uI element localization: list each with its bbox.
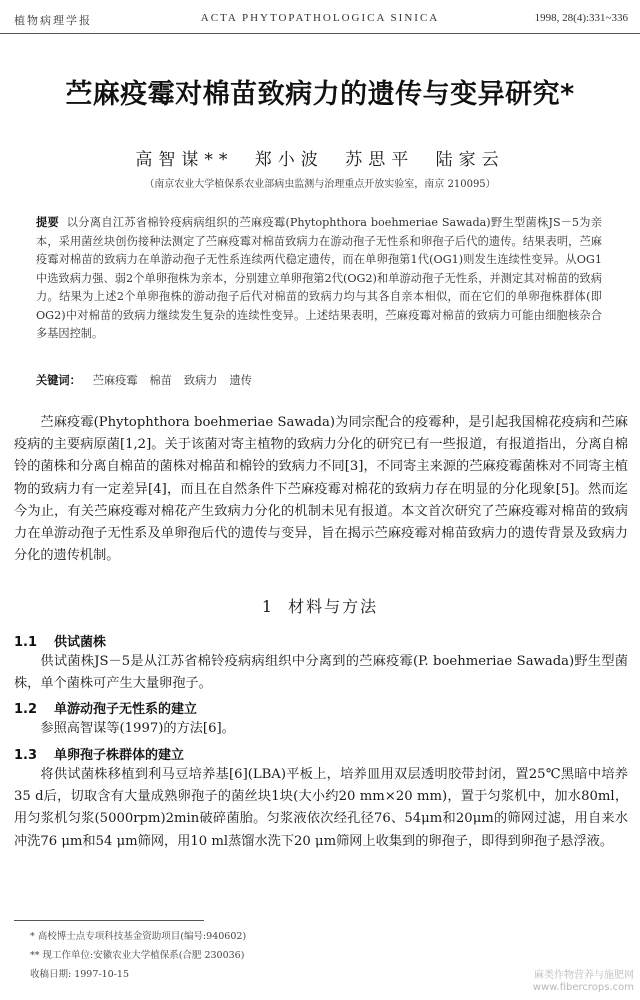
abstract-label: 提要 — [36, 216, 60, 229]
subsection-title: 单游动孢子无性系的建立 — [54, 702, 198, 717]
watermark-line: 麻类作物营养与施肥网 — [534, 970, 634, 981]
subsection-heading — [14, 744, 184, 763]
subsection-number: 1.3 — [14, 748, 38, 763]
subsection-number: 1.1 — [14, 635, 38, 650]
abstract — [36, 214, 602, 344]
keyword: 致病力 — [183, 374, 218, 387]
watermark-line: www.fibercrops.com — [532, 982, 634, 993]
keyword: 棉苗 — [149, 374, 172, 387]
keyword: 苎麻疫霉 — [92, 374, 138, 387]
subsection-title: 供试菌株 — [54, 635, 107, 650]
journal-name-en: ACTA PHYTOPATHOLOGICA SINICA — [200, 12, 440, 24]
affiliation: （南京农业大学植保系农业部病虫监测与治理重点开放实验室，南京 210095） — [144, 179, 496, 190]
footnote: ** 现工作单位:安徽农业大学植保系(合肥 230036) — [30, 950, 245, 961]
journal-name-cn: 植物病理学报 — [14, 14, 92, 27]
section-number: 1 — [261, 597, 275, 616]
subsection-heading — [14, 631, 106, 650]
header-rule — [0, 33, 640, 34]
keyword: 遗传 — [229, 374, 252, 387]
subsection-number: 1.2 — [14, 702, 38, 717]
keywords-label: 关键词： — [36, 374, 81, 387]
footnote: 收稿日期: 1997-10-15 — [30, 969, 129, 980]
section-title: 材料与方法 — [288, 597, 379, 616]
subsection-paragraph: 将供试菌株移植到利马豆培养基[6](LBA)平板上，培养皿用双层透明胶带封闭，置25℃黑暗中培养35 d后，切取含有大量成熟卵孢子的菌丝块1块(大小约20 mm×20 mm)，置于匀浆机中，加水80ml，用匀浆机匀浆(5000rpm)2min破碎菌胎。匀浆液依次经孔径76、54μm和20μm的筛网过滤，用自来水冲洗76 μm和54 μm筛网，用10 ml蒸馏水洗下20 μm筛网上收集到的卵孢子，即得到卵孢子悬浮液。 — [14, 767, 628, 849]
subsection-paragraph: 供试菌株JS－5是从江苏省棉铃疫病病组织中分离到的苎麻疫霉(P. boehmeriae Sawada)野生型菌株，单个菌株可产生大量卵孢子。 — [14, 654, 628, 692]
footnote: * 高校博士点专项科技基金资助项目(编号:940602) — [30, 931, 247, 942]
citation: 1998, 28(4):331~336 — [534, 12, 628, 24]
footnote-rule — [14, 920, 204, 921]
intro-paragraph: 苎麻疫霉(Phytophthora boehmeriae Sawada)为同宗配合的疫霉种，是引起我国棉花疫病和苎麻疫病的主要病原菌[1,2]。关于该菌对寄主植物的致病力分化的研究已有一些报道，有报道指出，分离自棉铃的菌株和分离自棉苗的菌株对棉苗和棉铃的致病力不同[3]，不同寄主来源的苎麻疫霉菌株对不同寄主植物的致病力有一定差异[4]，而且在自然条件下苎麻疫霉对棉花的致病力存在明显的分化现象[5]。然而迄今为止，有关苎麻疫霉对棉花产生致病力分化的机制未见有报道。本文首次研究了苎麻疫霉对棉苗的致病力在单游动孢子无性系及单卵孢后代的遗传与变异，旨在揭示苎麻疫霉对棉苗致病力的遗传背景及致病力分化的遗传机制。 — [14, 415, 628, 564]
abstract-text: 以分离自江苏省棉铃疫病病组织的苎麻疫霉(Phytophthora boehmeriae Sawada)野生型菌株JS－5为亲本，采用菌丝块创伤接种法测定了苎麻疫霉对棉苗致病力在游动孢子无性系和卵孢子后代的遗传。结果表明，苎麻疫霉对棉苗的致病力在单游动孢子无性系连续两代稳定遗传，而在单卵孢第1代(OG1)则发生连续性变异。从OG1中选致病力强、弱2个单卵孢株为亲本，分别建立单卵孢第2代(OG2)和单游动孢子无性系，并测定其对棉苗的致病力。结果为上述2个单卵孢株的游动孢子后代对棉苗的致病力均与其各自亲本相似，而在它们的单卵孢株群体(即OG2)中对棉苗的致病力继续发生复杂的连续性变异。上述结果表明，苎麻疫霉对棉苗的致病力可能由细胞核杂合多基因控制。 — [36, 216, 602, 340]
keywords — [36, 372, 602, 388]
section-heading — [0, 594, 640, 617]
subsection-heading — [14, 698, 197, 717]
authors: 高智谋** 郑小波 苏思平 陆家云 — [135, 150, 505, 170]
watermark — [533, 970, 634, 994]
subsection-title: 单卵孢子株群体的建立 — [54, 748, 185, 763]
subsection-paragraph: 参照高智谋等(1997)的方法[6]。 — [40, 721, 235, 736]
paper-title: 苎麻疫霉对棉苗致病力的遗传与变异研究* — [65, 79, 575, 110]
